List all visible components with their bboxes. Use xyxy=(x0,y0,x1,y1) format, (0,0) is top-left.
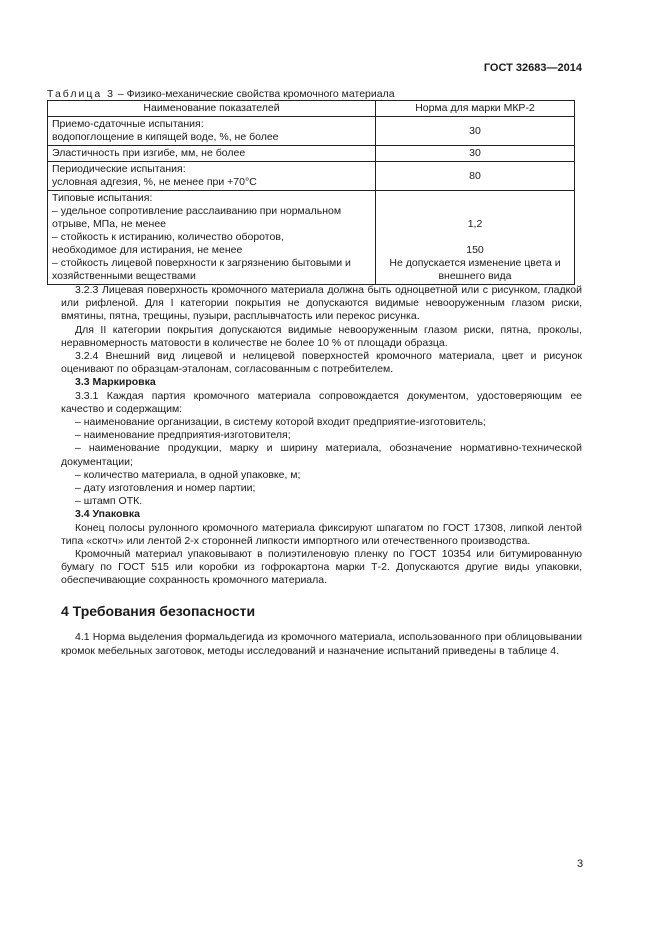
norm-cell: 30 xyxy=(376,146,575,162)
paragraph: 3.3.1 Каждая партия кромочного материала сопровождается документом, удостоверяющим ее качество и содержащим: xyxy=(61,389,582,415)
indicator-line: условная адгезия, %, не менее при +70°С xyxy=(52,176,257,188)
page-number: 3 xyxy=(577,858,584,870)
indicator-line: – удельное сопротивление расслаиванию при нормальном xyxy=(52,205,342,217)
table-caption-title: – Физико-механические свойства кромочного материала xyxy=(117,88,395,100)
list-item: – штамп ОТК. xyxy=(75,495,143,508)
paragraph: Конец полосы рулонного кромочного материала фиксируют шпагатом по ГОСТ 17308, липкой лентой типа «скотч» или лентой 2-х сторонней липкости импортного или отечественного производства. xyxy=(61,521,582,547)
table-row xyxy=(48,191,575,285)
body-text xyxy=(61,284,582,588)
list-item: – наименование организации, в систему которой входит предприятие-изготовитель; xyxy=(75,416,486,429)
table-row xyxy=(48,146,575,162)
indicator-line: хозяйственными веществами xyxy=(52,270,196,282)
indicator-line: Периодические испытания: xyxy=(52,163,186,175)
column-header-indicator: Наименование показателей xyxy=(48,101,376,117)
indicator-line: отрыве, МПа, не менее xyxy=(52,218,166,230)
paragraph: 3.2.3 Лицевая поверхность кромочного материала должна быть одноцветной или с рисунком, гладкой или рифленой. Для I категории покрытия не допускаются видимые невооруженным глазом риски, вмятины, пятна, трещины, пузыри, расплывчатость или перекос рисунка. xyxy=(61,284,582,323)
standard-number: ГОСТ 32683—2014 xyxy=(483,62,582,74)
table-row xyxy=(48,117,575,146)
norm-spacer xyxy=(380,231,570,244)
list-item: – количество материала, в одной упаковке, м; xyxy=(75,468,301,481)
section-heading: 3.3 Маркировка xyxy=(75,376,156,389)
paragraph: 3.2.4 Внешний вид лицевой и нелицевой поверхностей кромочного материала, цвет и рисунок оценивают по образцам-эталонам, согласованным с потребителем. xyxy=(61,350,582,376)
indicator-line: Приемо-сдаточные испытания: xyxy=(52,118,204,130)
table-caption-prefix: Таблица 3 xyxy=(47,88,115,100)
column-header-norm: Норма для марки МКР-2 xyxy=(376,101,575,117)
paragraph: Для II категории покрытия допускаются видимые невооруженным глазом риски, пятна, проколы, неравномерность матовости в количестве не более 10 % от площади образца. xyxy=(61,323,582,349)
norm-value: 1,2 xyxy=(467,218,483,230)
norm-cell: 80 xyxy=(376,162,575,191)
norm-value: Не допускается изменение цвета и внешнего вида xyxy=(389,257,561,282)
indicator-line: – стойкость лицевой поверхности к загрязнению бытовыми и xyxy=(52,257,351,269)
norm-cell xyxy=(376,191,575,285)
indicator-cell xyxy=(48,117,376,146)
indicator-cell xyxy=(48,191,376,285)
table-row xyxy=(48,162,575,191)
indicator-line: необходимое для истирания, не менее xyxy=(52,244,243,256)
table-header-row xyxy=(48,101,575,117)
indicator-line: Эластичность при изгибе, мм, не более xyxy=(52,147,246,159)
paragraph: Кромочный материал упаковывают в полиэтиленовую пленку по ГОСТ 10354 или битумированную бумагу по ГОСТ 515 или коробки из гофрокартона марки Т-2. Допускаются другие виды упаковки, обеспечивающие сохранность кромочного материала. xyxy=(61,548,582,587)
indicator-line: водопоглощение в кипящей воде, %, не более xyxy=(52,131,279,143)
list-item: – наименование предприятия-изготовителя; xyxy=(75,429,291,442)
indicator-line: – стойкость к истиранию, количество оборотов, xyxy=(52,231,284,243)
section-heading: 3.4 Упаковка xyxy=(75,508,140,521)
norm-cell: 30 xyxy=(376,117,575,146)
section-body xyxy=(61,631,582,658)
norm-spacer xyxy=(380,192,570,205)
paragraph: 4.1 Норма выделения формальдегида из кромочного материала, использованного при облицовывании кромок мебельных заготовок, методы исследований и назначение испытаний приведены в таблице 4. xyxy=(61,631,582,657)
norm-value: 150 xyxy=(466,244,484,256)
list-item: – дату изготовления и номер партии; xyxy=(75,482,256,495)
list-item: – наименование продукции, марку и ширину материала, обозначение нормативно-технической документации; xyxy=(61,442,582,468)
section-title: 4 Требования безопасности xyxy=(61,603,256,619)
indicator-cell xyxy=(48,146,376,162)
indicator-line: Типовые испытания: xyxy=(52,192,153,204)
table-caption xyxy=(47,88,395,100)
norm-spacer xyxy=(380,205,570,218)
indicator-cell xyxy=(48,162,376,191)
properties-table xyxy=(47,100,575,285)
